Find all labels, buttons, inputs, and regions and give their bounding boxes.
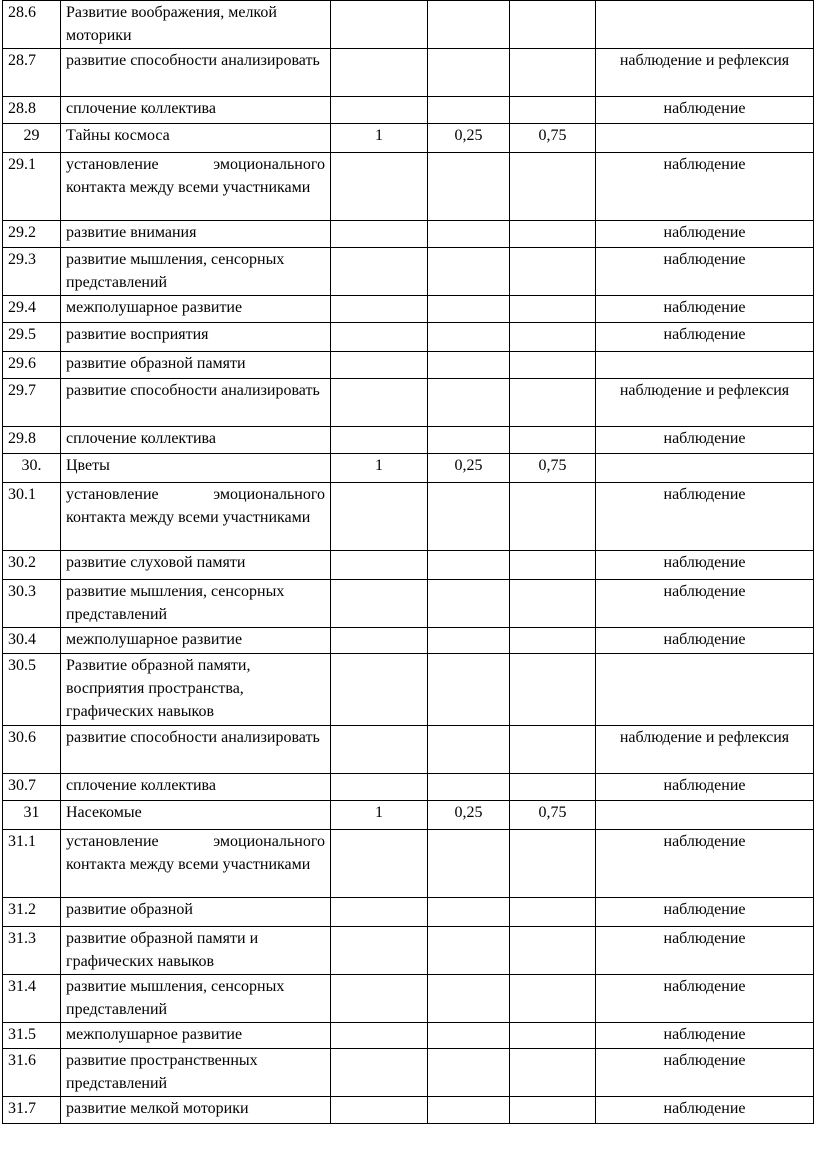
control-form: наблюдение — [596, 1049, 814, 1097]
control-form: наблюдение — [596, 927, 814, 975]
table-row — [3, 726, 814, 774]
table-row — [3, 830, 814, 898]
hours-total — [331, 352, 428, 379]
control-form — [596, 801, 814, 830]
item-number: 30. — [3, 454, 61, 483]
hours-practice — [510, 580, 596, 628]
item-name: сплочение коллектива — [61, 97, 331, 124]
item-number: 31.2 — [3, 898, 61, 927]
item-number: 28.7 — [3, 49, 61, 97]
hours-practice — [510, 1023, 596, 1049]
item-number: 31.5 — [3, 1023, 61, 1049]
item-name: установление эмоционального контакта между всеми участниками — [61, 153, 331, 221]
hours-theory — [428, 898, 510, 927]
hours-theory — [428, 379, 510, 427]
item-name: развитие пространственных представлений — [61, 1049, 331, 1097]
hours-theory — [428, 975, 510, 1023]
topic-row — [3, 454, 814, 483]
item-name: развитие мелкой моторики — [61, 1097, 331, 1124]
item-name: установление эмоционального контакта между всеми участниками — [61, 830, 331, 898]
item-number: 31 — [3, 801, 61, 830]
hours-practice — [510, 1049, 596, 1097]
table-row — [3, 975, 814, 1023]
control-form: наблюдение — [596, 97, 814, 124]
hours-total — [331, 628, 428, 654]
control-form: наблюдение — [596, 774, 814, 801]
item-name: развитие образной — [61, 898, 331, 927]
hours-total — [331, 975, 428, 1023]
hours-total — [331, 830, 428, 898]
table-row — [3, 551, 814, 580]
table-row — [3, 654, 814, 726]
table-row — [3, 296, 814, 323]
control-form: наблюдение — [596, 551, 814, 580]
hours-total — [331, 153, 428, 221]
hours-total: 1 — [331, 801, 428, 830]
hours-practice — [510, 726, 596, 774]
item-number: 30.7 — [3, 774, 61, 801]
hours-practice — [510, 898, 596, 927]
item-name: Насекомые — [61, 801, 331, 830]
table-row — [3, 1097, 814, 1124]
hours-practice — [510, 427, 596, 454]
hours-practice: 0,75 — [510, 454, 596, 483]
item-number: 30.3 — [3, 580, 61, 628]
hours-theory — [428, 296, 510, 323]
table-row — [3, 628, 814, 654]
hours-total — [331, 1023, 428, 1049]
hours-total — [331, 580, 428, 628]
hours-theory — [428, 248, 510, 296]
hours-total — [331, 654, 428, 726]
table-row — [3, 774, 814, 801]
table-row — [3, 927, 814, 975]
control-form: наблюдение — [596, 483, 814, 551]
hours-practice — [510, 352, 596, 379]
control-form: наблюдение — [596, 427, 814, 454]
table-row — [3, 427, 814, 454]
item-name: развитие слуховой памяти — [61, 551, 331, 580]
hours-practice — [510, 927, 596, 975]
hours-total — [331, 296, 428, 323]
table-row — [3, 1023, 814, 1049]
control-form — [596, 352, 814, 379]
item-number: 29.7 — [3, 379, 61, 427]
item-number: 28.6 — [3, 1, 61, 49]
hours-theory — [428, 726, 510, 774]
item-number: 30.5 — [3, 654, 61, 726]
hours-theory — [428, 1049, 510, 1097]
curriculum-table — [2, 0, 814, 1124]
item-number: 31.6 — [3, 1049, 61, 1097]
item-name: Тайны космоса — [61, 124, 331, 153]
topic-row — [3, 801, 814, 830]
item-name: Развитие образной памяти, восприятия пространства, графических навыков — [61, 654, 331, 726]
control-form: наблюдение — [596, 628, 814, 654]
hours-total — [331, 97, 428, 124]
item-number: 31.4 — [3, 975, 61, 1023]
hours-total — [331, 1, 428, 49]
item-number: 29.1 — [3, 153, 61, 221]
control-form: наблюдение — [596, 580, 814, 628]
item-name: Развитие воображения, мелкой моторики — [61, 1, 331, 49]
item-name: межполушарное развитие — [61, 296, 331, 323]
item-name: сплочение коллектива — [61, 427, 331, 454]
control-form — [596, 654, 814, 726]
hours-practice — [510, 153, 596, 221]
item-name: развитие мышления, сенсорных представлений — [61, 248, 331, 296]
item-number: 29 — [3, 124, 61, 153]
hours-practice — [510, 628, 596, 654]
control-form: наблюдение и рефлексия — [596, 49, 814, 97]
table-row — [3, 221, 814, 248]
item-name: Цветы — [61, 454, 331, 483]
item-number: 29.4 — [3, 296, 61, 323]
table-row — [3, 352, 814, 379]
hours-total — [331, 898, 428, 927]
hours-theory — [428, 830, 510, 898]
hours-practice — [510, 830, 596, 898]
control-form: наблюдение — [596, 1023, 814, 1049]
hours-total: 1 — [331, 124, 428, 153]
hours-total — [331, 221, 428, 248]
item-number: 31.7 — [3, 1097, 61, 1124]
item-number: 28.8 — [3, 97, 61, 124]
item-name: сплочение коллектива — [61, 774, 331, 801]
hours-total — [331, 379, 428, 427]
hours-theory — [428, 49, 510, 97]
control-form: наблюдение — [596, 830, 814, 898]
item-name: развитие восприятия — [61, 323, 331, 352]
hours-practice: 0,75 — [510, 124, 596, 153]
hours-theory — [428, 427, 510, 454]
item-name: межполушарное развитие — [61, 1023, 331, 1049]
hours-theory — [428, 774, 510, 801]
item-number: 29.8 — [3, 427, 61, 454]
hours-theory — [428, 97, 510, 124]
table-row — [3, 248, 814, 296]
item-number: 30.1 — [3, 483, 61, 551]
hours-theory — [428, 483, 510, 551]
item-name: развитие способности анализировать — [61, 49, 331, 97]
hours-theory — [428, 221, 510, 248]
hours-total — [331, 1049, 428, 1097]
table-row — [3, 379, 814, 427]
hours-theory: 0,25 — [428, 124, 510, 153]
hours-theory — [428, 352, 510, 379]
control-form: наблюдение — [596, 248, 814, 296]
item-number: 31.1 — [3, 830, 61, 898]
hours-practice: 0,75 — [510, 801, 596, 830]
hours-theory — [428, 1, 510, 49]
table-row — [3, 97, 814, 124]
item-name: развитие мышления, сенсорных представлений — [61, 580, 331, 628]
hours-practice — [510, 248, 596, 296]
hours-theory — [428, 628, 510, 654]
table-row — [3, 49, 814, 97]
table-row — [3, 323, 814, 352]
item-name: межполушарное развитие — [61, 628, 331, 654]
item-name: развитие внимания — [61, 221, 331, 248]
control-form: наблюдение — [596, 153, 814, 221]
hours-total — [331, 427, 428, 454]
item-name: развитие образной памяти — [61, 352, 331, 379]
table-row — [3, 580, 814, 628]
hours-practice — [510, 975, 596, 1023]
table-row — [3, 1049, 814, 1097]
hours-practice — [510, 774, 596, 801]
item-name: развитие мышления, сенсорных представлений — [61, 975, 331, 1023]
hours-practice — [510, 379, 596, 427]
item-name: развитие образной памяти и графических навыков — [61, 927, 331, 975]
item-number: 29.5 — [3, 323, 61, 352]
hours-total — [331, 323, 428, 352]
table-row — [3, 1, 814, 49]
hours-total — [331, 248, 428, 296]
hours-practice — [510, 221, 596, 248]
hours-total — [331, 483, 428, 551]
hours-theory: 0,25 — [428, 801, 510, 830]
hours-total — [331, 1097, 428, 1124]
hours-practice — [510, 551, 596, 580]
hours-theory — [428, 580, 510, 628]
hours-theory — [428, 654, 510, 726]
hours-theory — [428, 551, 510, 580]
hours-total — [331, 551, 428, 580]
table-row — [3, 898, 814, 927]
control-form: наблюдение — [596, 323, 814, 352]
table-row — [3, 153, 814, 221]
control-form — [596, 124, 814, 153]
table-body — [3, 1, 814, 1124]
hours-theory: 0,25 — [428, 454, 510, 483]
control-form: наблюдение — [596, 898, 814, 927]
control-form: наблюдение — [596, 1097, 814, 1124]
hours-total — [331, 49, 428, 97]
item-number: 29.6 — [3, 352, 61, 379]
hours-theory — [428, 323, 510, 352]
control-form: наблюдение и рефлексия — [596, 379, 814, 427]
item-number: 30.6 — [3, 726, 61, 774]
topic-row — [3, 124, 814, 153]
hours-practice — [510, 323, 596, 352]
item-number: 30.2 — [3, 551, 61, 580]
hours-theory — [428, 927, 510, 975]
hours-practice — [510, 1, 596, 49]
control-form: наблюдение — [596, 221, 814, 248]
hours-practice — [510, 296, 596, 323]
hours-practice — [510, 97, 596, 124]
item-number: 29.3 — [3, 248, 61, 296]
item-name: установление эмоционального контакта между всеми участниками — [61, 483, 331, 551]
hours-total: 1 — [331, 454, 428, 483]
hours-practice — [510, 49, 596, 97]
item-name: развитие способности анализировать — [61, 726, 331, 774]
control-form: наблюдение — [596, 975, 814, 1023]
control-form: наблюдение — [596, 296, 814, 323]
item-number: 29.2 — [3, 221, 61, 248]
hours-practice — [510, 483, 596, 551]
item-name: развитие способности анализировать — [61, 379, 331, 427]
item-number: 30.4 — [3, 628, 61, 654]
hours-theory — [428, 1023, 510, 1049]
hours-practice — [510, 654, 596, 726]
table-row — [3, 483, 814, 551]
control-form — [596, 454, 814, 483]
control-form — [596, 1, 814, 49]
control-form: наблюдение и рефлексия — [596, 726, 814, 774]
hours-total — [331, 774, 428, 801]
hours-practice — [510, 1097, 596, 1124]
item-number: 31.3 — [3, 927, 61, 975]
hours-theory — [428, 153, 510, 221]
hours-theory — [428, 1097, 510, 1124]
hours-total — [331, 927, 428, 975]
hours-total — [331, 726, 428, 774]
